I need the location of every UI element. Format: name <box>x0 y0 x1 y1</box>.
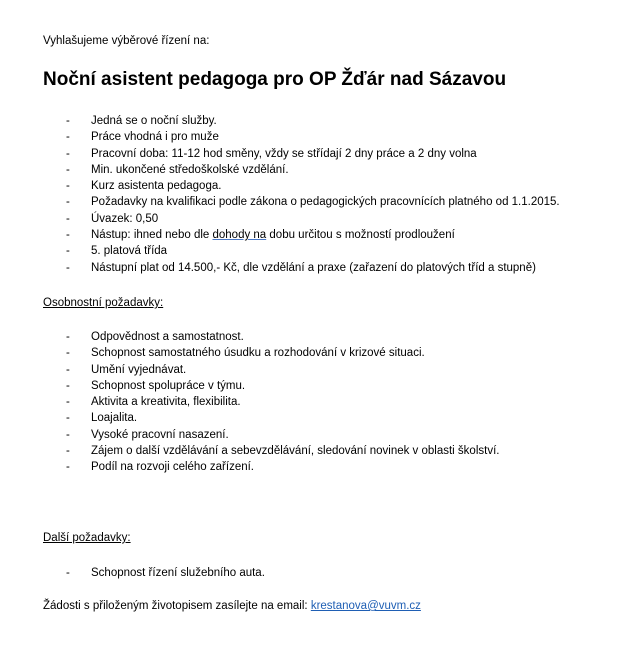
application-footer <box>43 599 421 614</box>
page-title: Noční asistent pedagoga pro OP Žďár nad Sázavou <box>43 69 507 90</box>
list-item-text: Zájem o další vzdělávání a sebevzdělávání, sledování novinek v oblasti školství. <box>91 445 500 458</box>
intro-text: Vyhlašujeme výběrové řízení na: <box>43 35 210 47</box>
bullet-dash: - <box>66 412 70 425</box>
list-item-text <box>91 227 455 243</box>
bullet-dash: - <box>66 229 70 242</box>
list-item-text: Vysoké pracovní nasazení. <box>91 428 229 441</box>
bullet-dash: - <box>66 261 70 274</box>
email-link[interactable]: krestanova@vuvm.cz <box>310 600 421 612</box>
list-item-text: Aktivita a kreativita, flexibilita. <box>91 396 241 409</box>
personal-requirements-heading: Osobnostní požadavky: <box>43 297 164 309</box>
other-requirements-heading: Další požadavky: <box>43 532 131 544</box>
nastup-text-after: dobu určitou s možností prodloužení <box>266 229 455 242</box>
bullet-dash: - <box>66 363 70 376</box>
list-item-text: Loajalita. <box>91 412 138 425</box>
bullet-dash: - <box>66 347 70 360</box>
list-item-text: Pracovní doba: 11-12 hod směny, vždy se střídají 2 dny práce a 2 dny volna <box>91 147 477 160</box>
bullet-dash: - <box>66 396 70 409</box>
bullet-dash: - <box>66 115 70 127</box>
list-item-text: Schopnost spolupráce v týmu. <box>91 379 246 392</box>
list-item-text: Práce vhodná i pro muže <box>91 131 219 144</box>
list-item-text: Odpovědnost a samostatnost. <box>91 331 244 343</box>
bullet-dash: - <box>66 379 70 392</box>
footer-text: Žádosti s přiloženým životopisem zasílejte na email: <box>43 600 311 612</box>
bullet-dash: - <box>66 163 70 176</box>
bullet-dash: - <box>66 567 70 579</box>
list-item-text: Úvazek: 0,50 <box>91 212 159 225</box>
bullet-dash: - <box>66 428 70 441</box>
list-item-text: 5. platová třída <box>91 245 168 258</box>
list-item-text: Kurz asistenta pedagoga. <box>91 180 222 193</box>
nastup-text-marked: dohody na <box>212 229 267 242</box>
bullet-dash: - <box>66 212 70 225</box>
list-item-text: Jedná se o noční služby. <box>91 115 217 127</box>
list-item-text: Min. ukončené středoškolské vzdělání. <box>91 163 289 176</box>
list-item-text: Požadavky na kvalifikaci podle zákona o pedagogických pracovnících platného od 1.1.2015. <box>91 196 560 209</box>
bullet-dash: - <box>66 196 70 209</box>
list-item-text: Umění vyjednávat. <box>91 363 187 376</box>
list-item-text: Podíl na rozvoji celého zařízení. <box>91 461 255 474</box>
bullet-dash: - <box>66 147 70 160</box>
bullet-dash: - <box>66 445 70 458</box>
bullet-dash: - <box>66 180 70 193</box>
list-item-text: Schopnost samostatného úsudku a rozhodování v krizové situaci. <box>91 347 425 360</box>
list-item-text: Nástupní plat od 14.500,- Kč, dle vzdělání a praxe (zařazení do platových tříd a stupně) <box>91 261 536 274</box>
bullet-dash: - <box>66 331 70 343</box>
nastup-text-before: Nástup: ihned nebo dle <box>91 229 213 242</box>
list-item-text: Schopnost řízení služebního auta. <box>91 567 265 579</box>
bullet-dash: - <box>66 245 70 258</box>
bullet-dash: - <box>66 461 70 474</box>
bullet-dash: - <box>66 131 70 144</box>
